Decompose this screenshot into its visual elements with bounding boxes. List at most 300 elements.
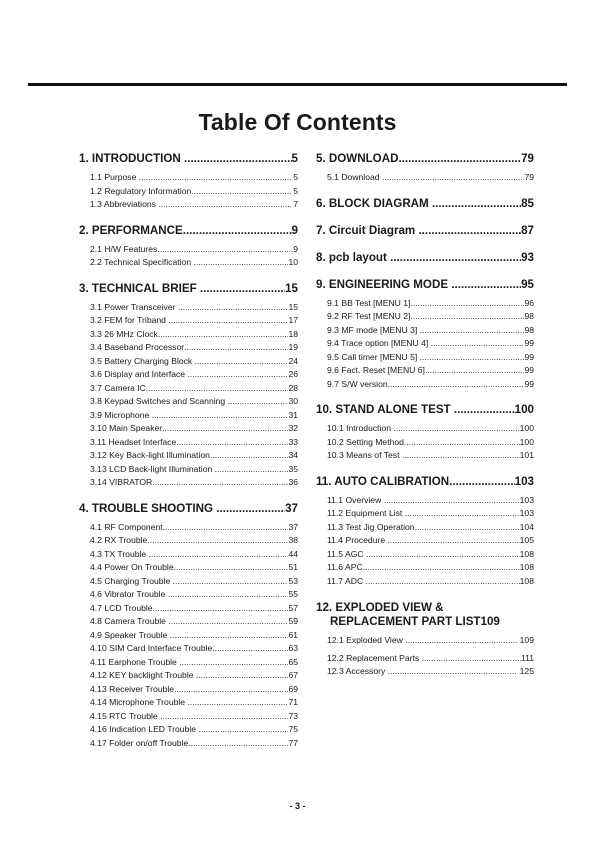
dot-leader xyxy=(195,355,289,369)
item-page: 75 xyxy=(288,724,298,734)
dot-leader xyxy=(215,463,289,477)
toc-item-list xyxy=(316,422,534,463)
dot-leader xyxy=(454,403,515,417)
toc-section xyxy=(316,601,534,679)
toc-section xyxy=(316,403,534,463)
dot-leader xyxy=(200,282,285,296)
section-page: 15 xyxy=(285,281,298,295)
item-label: 4.11 Earphone Trouble xyxy=(90,656,180,667)
dot-leader xyxy=(168,314,288,328)
dot-leader xyxy=(402,449,520,463)
item-page: 105 xyxy=(519,535,534,545)
item-label: 11.6 APC xyxy=(327,562,363,572)
dot-leader xyxy=(196,669,289,683)
item-label: 3.11 Headset Interface xyxy=(90,436,177,447)
toc-right-column xyxy=(316,152,534,679)
toc-item[interactable] xyxy=(79,737,298,751)
item-label: 9.6 Fact. Reset [MENU 6] xyxy=(327,365,425,375)
dot-leader xyxy=(212,642,288,656)
item-label: 3.1 Power Transceiver xyxy=(90,301,178,312)
toc-item[interactable] xyxy=(316,378,534,392)
item-label: 3.12 Key Back-light Illumination xyxy=(90,450,210,460)
dot-leader xyxy=(163,521,289,535)
dot-leader xyxy=(139,171,291,185)
item-page: 104 xyxy=(519,521,534,532)
item-page: 98 xyxy=(524,311,534,321)
dot-leader xyxy=(184,341,288,355)
toc-section-heading[interactable] xyxy=(79,224,298,238)
dot-leader xyxy=(363,561,520,575)
toc-item[interactable] xyxy=(316,422,534,436)
section-label: REPLACEMENT PART LIST xyxy=(330,615,481,628)
toc-section xyxy=(79,502,298,751)
section-label: 11. AUTO CALIBRATION xyxy=(316,474,450,488)
page-number: - 3 - xyxy=(289,801,306,811)
item-label: 11.7 ADC xyxy=(327,575,366,586)
toc-item[interactable] xyxy=(316,665,534,679)
item-label: 4.5 Charging Trouble xyxy=(90,575,173,586)
toc-item[interactable] xyxy=(79,696,298,710)
dot-leader xyxy=(174,683,288,697)
item-page: 53 xyxy=(288,575,298,586)
item-label: 1.3 Abbreviations xyxy=(90,199,159,209)
item-page: 67 xyxy=(288,670,298,680)
toc-item[interactable] xyxy=(316,310,534,324)
toc-item[interactable] xyxy=(316,634,534,648)
item-label: 10.1 Introduction xyxy=(327,423,394,433)
item-label: 11.2 Equipment List xyxy=(327,508,405,518)
toc-item[interactable] xyxy=(79,449,298,463)
item-label: 5.1 Download xyxy=(327,172,382,182)
section-page: 79 xyxy=(521,152,534,165)
toc-item[interactable] xyxy=(79,683,298,697)
toc-item[interactable] xyxy=(79,723,298,737)
section-label: 3. TECHNICAL BRIEF xyxy=(79,281,200,295)
section-page: 9 xyxy=(291,223,298,237)
item-label: 3.3 26 MHz Clock xyxy=(90,328,158,339)
item-label: 3.2 FEM for Triband xyxy=(90,315,169,325)
dot-leader xyxy=(398,152,521,166)
dot-leader xyxy=(168,588,289,602)
dot-leader xyxy=(168,615,288,629)
toc-item[interactable] xyxy=(79,521,298,535)
toc-item[interactable] xyxy=(79,669,298,683)
item-page: 37 xyxy=(288,521,298,532)
item-label: 1.1 Purpose xyxy=(90,172,139,182)
dot-leader xyxy=(158,328,289,342)
item-page: 99 xyxy=(524,351,534,362)
dot-leader xyxy=(194,256,289,270)
toc-item[interactable] xyxy=(79,463,298,477)
item-page: 55 xyxy=(288,589,298,599)
toc-item[interactable] xyxy=(79,341,298,355)
toc-section-heading[interactable] xyxy=(79,152,298,166)
toc-item[interactable] xyxy=(79,548,298,562)
toc-item[interactable] xyxy=(316,652,534,666)
item-label: 3.6 Display and Interface xyxy=(90,369,188,379)
item-page: 108 xyxy=(519,562,534,572)
dot-leader xyxy=(425,364,525,378)
toc-section-heading[interactable] xyxy=(316,278,534,292)
toc-item[interactable] xyxy=(79,710,298,724)
item-page: 77 xyxy=(288,737,298,748)
item-page: 31 xyxy=(288,409,298,420)
item-label: 9.5 Call timer [MENU 5] xyxy=(327,351,420,362)
toc-item[interactable] xyxy=(79,368,298,382)
dot-leader xyxy=(198,723,288,737)
section-title-line xyxy=(316,615,534,629)
item-label: 11.5 AGC xyxy=(327,548,367,559)
item-page: 10 xyxy=(288,257,298,267)
item-label: 3.9 Microphone xyxy=(90,409,152,420)
item-label: 4.17 Folder on/off Trouble xyxy=(90,737,189,748)
toc-section-heading[interactable] xyxy=(316,197,534,211)
toc-item[interactable] xyxy=(79,185,298,199)
section-label: 9. ENGINEERING MODE xyxy=(316,277,452,291)
item-label: 12.3 Accessory xyxy=(327,666,388,676)
dot-leader xyxy=(174,561,289,575)
toc-section-heading[interactable] xyxy=(316,475,534,489)
toc-item[interactable] xyxy=(79,588,298,602)
dot-leader xyxy=(451,278,521,292)
item-page: 7 xyxy=(290,199,298,209)
item-label: 1.2 Regulatory Information xyxy=(90,185,192,196)
toc-item[interactable] xyxy=(79,422,298,436)
item-page: 100 xyxy=(519,436,534,447)
item-label: 4.4 Power On Trouble xyxy=(90,562,174,572)
toc-section xyxy=(79,152,298,212)
dot-leader xyxy=(422,652,521,666)
toc-item[interactable] xyxy=(79,301,298,315)
toc-item[interactable] xyxy=(79,615,298,629)
toc-section-heading[interactable] xyxy=(316,224,534,238)
toc-item[interactable] xyxy=(79,395,298,409)
toc-left-column xyxy=(79,152,298,750)
dot-leader xyxy=(420,324,525,338)
item-label: 3.4 Baseband Processor xyxy=(90,342,185,352)
top-rule xyxy=(28,83,567,86)
dot-leader xyxy=(170,629,289,643)
item-page: 99 xyxy=(524,365,534,375)
dot-leader xyxy=(153,602,289,616)
section-label: 4. TROUBLE SHOOTING xyxy=(79,501,217,515)
page-title: Table Of Contents xyxy=(198,109,397,135)
toc-item[interactable] xyxy=(316,324,534,338)
item-label: 4.14 Microphone Trouble xyxy=(90,697,188,707)
toc-item[interactable] xyxy=(79,314,298,328)
item-page: 33 xyxy=(288,436,298,447)
item-page: 36 xyxy=(288,477,298,487)
section-title-line: 12. EXPLODED VIEW & xyxy=(316,601,444,614)
section-page: 5 xyxy=(291,152,298,165)
item-page: 73 xyxy=(288,710,298,721)
toc-item[interactable] xyxy=(316,171,534,185)
dot-leader xyxy=(366,548,520,562)
dot-leader xyxy=(187,368,288,382)
dot-leader xyxy=(152,409,289,423)
dot-leader xyxy=(432,197,521,211)
item-page: 98 xyxy=(524,324,534,335)
item-label: 4.2 RX Trouble xyxy=(90,535,148,545)
item-page: 103 xyxy=(519,494,534,505)
dot-leader xyxy=(384,494,520,508)
toc-item[interactable] xyxy=(79,198,298,212)
dot-leader xyxy=(228,395,289,409)
toc-item-list xyxy=(79,243,298,270)
dot-leader xyxy=(404,436,520,450)
toc-section-heading[interactable] xyxy=(79,282,298,296)
item-label: 3.5 Battery Charging Block xyxy=(90,355,195,366)
item-label: 3.8 Keypad Switches and Scanning xyxy=(90,396,228,406)
dot-leader xyxy=(405,634,517,648)
item-page: 32 xyxy=(288,423,298,433)
section-page: 109 xyxy=(480,615,500,628)
item-page: 30 xyxy=(288,396,298,406)
section-page: 37 xyxy=(285,501,298,515)
toc-item-list xyxy=(79,301,298,490)
item-page: 9 xyxy=(293,243,298,254)
toc-item[interactable] xyxy=(316,521,534,535)
dot-leader xyxy=(366,575,520,589)
section-label: 8. pcb layout xyxy=(316,250,391,264)
dot-leader xyxy=(382,171,524,185)
item-label: 11.1 Overview xyxy=(327,494,384,505)
item-page: 111 xyxy=(520,652,534,663)
toc-item[interactable] xyxy=(79,409,298,423)
item-page: 99 xyxy=(524,378,534,389)
dot-leader xyxy=(183,224,292,238)
item-label: 4.13 Receiver Trouble xyxy=(90,683,175,694)
item-page: 51 xyxy=(288,562,298,572)
item-label: 4.8 Camera Trouble xyxy=(90,616,169,626)
section-label: 10. STAND ALONE TEST xyxy=(316,403,454,416)
toc-section xyxy=(316,152,534,185)
item-page: 108 xyxy=(519,548,534,559)
dot-leader xyxy=(162,422,288,436)
toc-item[interactable] xyxy=(316,575,534,589)
item-page: 69 xyxy=(288,683,298,694)
toc-section xyxy=(79,282,298,490)
item-page: 34 xyxy=(288,450,298,460)
toc-section xyxy=(316,278,534,392)
dot-leader xyxy=(179,656,288,670)
item-label: 10.2 Setting Method xyxy=(327,436,404,447)
item-label: 9.7 S/W version xyxy=(327,378,388,389)
item-label: 9.1 BB Test [MENU 1] xyxy=(327,297,411,308)
dot-leader xyxy=(390,251,521,265)
toc-item[interactable] xyxy=(79,243,298,257)
toc-item-list xyxy=(316,634,534,679)
toc-item-list xyxy=(316,297,534,392)
item-page: 24 xyxy=(288,355,298,366)
dot-leader xyxy=(157,243,293,257)
section-page: 93 xyxy=(521,250,534,264)
toc-item-list xyxy=(79,171,298,212)
dot-leader xyxy=(388,665,518,679)
toc-item[interactable] xyxy=(79,534,298,548)
item-page: 5 xyxy=(290,172,298,182)
dot-leader xyxy=(176,436,288,450)
toc-item[interactable] xyxy=(79,561,298,575)
dot-leader xyxy=(388,378,525,392)
toc-item[interactable] xyxy=(316,297,534,311)
toc-item-list xyxy=(316,494,534,589)
dot-leader xyxy=(415,521,520,535)
item-label: 4.15 RTC Trouble xyxy=(90,710,161,721)
item-label: 4.10 SIM Card Interface Trouble xyxy=(90,643,213,653)
dot-leader xyxy=(420,351,525,365)
item-page: 79 xyxy=(524,172,534,182)
item-page: 100 xyxy=(519,423,534,433)
dot-leader xyxy=(184,152,292,166)
toc-item[interactable] xyxy=(79,575,298,589)
dot-leader xyxy=(388,534,520,548)
dot-leader xyxy=(160,710,288,724)
toc-item[interactable] xyxy=(316,436,534,450)
section-page: 100 xyxy=(514,403,534,416)
toc-section-heading[interactable] xyxy=(79,502,298,516)
section-page: 103 xyxy=(514,474,534,488)
toc-item[interactable] xyxy=(79,629,298,643)
toc-item[interactable] xyxy=(316,561,534,575)
item-page: 35 xyxy=(288,463,298,474)
toc-item[interactable] xyxy=(316,534,534,548)
item-label: 12.2 Replacement Parts xyxy=(327,652,422,663)
item-label: 4.7 LCD Trouble xyxy=(90,602,153,613)
item-label: 10.3 Means of Test xyxy=(327,450,402,460)
dot-leader xyxy=(410,297,524,311)
toc-section xyxy=(316,197,534,211)
section-label: 1. INTRODUCTION xyxy=(79,152,184,165)
item-page: 18 xyxy=(288,328,298,339)
item-page: 15 xyxy=(288,301,298,312)
dot-leader xyxy=(147,534,288,548)
item-page: 17 xyxy=(288,315,298,325)
item-page: 61 xyxy=(288,629,298,640)
item-page: 19 xyxy=(288,342,298,352)
toc-item[interactable] xyxy=(79,171,298,185)
dot-leader xyxy=(191,185,291,199)
dot-leader xyxy=(449,475,515,489)
item-page: 63 xyxy=(288,643,298,653)
item-label: 4.3 TX Trouble xyxy=(90,548,149,559)
dot-leader xyxy=(188,737,288,751)
item-page: 108 xyxy=(519,575,534,586)
toc-item[interactable] xyxy=(316,507,534,521)
dot-leader xyxy=(158,198,291,212)
dot-leader xyxy=(216,502,285,516)
toc-item[interactable] xyxy=(79,328,298,342)
item-label: 3.7 Camera IC xyxy=(90,382,146,393)
item-label: 2.2 Technical Specification xyxy=(90,257,194,267)
section-page: 85 xyxy=(521,196,534,210)
toc-section xyxy=(79,224,298,270)
toc-item[interactable] xyxy=(316,351,534,365)
dot-leader xyxy=(431,337,525,351)
toc-section xyxy=(316,251,534,265)
toc-item[interactable] xyxy=(79,382,298,396)
toc-item[interactable] xyxy=(79,355,298,369)
item-page: 96 xyxy=(524,297,534,308)
toc-section-heading[interactable] xyxy=(316,152,534,166)
dot-leader xyxy=(187,696,288,710)
section-label: 2. PERFORMANCE xyxy=(79,223,183,237)
toc-item[interactable] xyxy=(79,436,298,450)
item-page: 125 xyxy=(517,666,534,676)
item-page: 103 xyxy=(519,508,534,518)
item-page: 101 xyxy=(519,450,534,460)
toc-item[interactable] xyxy=(79,476,298,490)
item-label: 4.12 KEY backlight Trouble xyxy=(90,670,196,680)
item-label: 9.2 RF Test [MENU 2] xyxy=(327,311,411,321)
item-label: 3.10 Main Speaker xyxy=(90,423,163,433)
item-label: 11.4 Procedure xyxy=(327,535,388,545)
toc-item-list xyxy=(316,171,534,185)
item-page: 65 xyxy=(288,656,298,667)
dot-leader xyxy=(418,224,521,238)
item-page: 99 xyxy=(524,338,534,348)
toc-section xyxy=(316,475,534,589)
item-label: 3.13 LCD Back-light Illumination xyxy=(90,463,215,474)
item-label: 4.1 RF Component xyxy=(90,521,163,532)
item-label: 4.16 Indication LED Trouble xyxy=(90,724,199,734)
section-page: 87 xyxy=(521,223,534,237)
toc-item[interactable] xyxy=(79,642,298,656)
toc-item-list xyxy=(79,521,298,751)
toc-section xyxy=(316,224,534,238)
section-label: 5. DOWNLOAD xyxy=(316,152,399,165)
dot-leader xyxy=(146,382,289,396)
toc-item[interactable] xyxy=(316,337,534,351)
section-label: 7. Circuit Diagram xyxy=(316,223,419,237)
dot-leader xyxy=(393,422,519,436)
item-page: 59 xyxy=(288,616,298,626)
toc-item[interactable] xyxy=(316,494,534,508)
item-page: 71 xyxy=(288,697,298,707)
dot-leader xyxy=(178,301,289,315)
item-label: 9.4 Trace option [MENU 4] xyxy=(327,338,431,348)
item-label: 4.9 Speaker Trouble xyxy=(90,629,170,640)
toc-section-heading[interactable] xyxy=(316,403,534,417)
toc-item[interactable] xyxy=(79,602,298,616)
item-page: 38 xyxy=(288,535,298,545)
item-page: 5 xyxy=(290,185,298,196)
dot-leader xyxy=(410,310,524,324)
dot-leader xyxy=(173,575,289,589)
section-label: 6. BLOCK DIAGRAM xyxy=(316,196,432,210)
toc-item[interactable] xyxy=(79,256,298,270)
dot-leader xyxy=(152,476,288,490)
toc-item[interactable] xyxy=(316,364,534,378)
toc-item[interactable] xyxy=(316,548,534,562)
item-page: 28 xyxy=(288,382,298,393)
item-label: 2.1 H/W Features xyxy=(90,243,158,254)
dot-leader xyxy=(149,548,289,562)
item-page: 57 xyxy=(288,602,298,613)
section-page: 95 xyxy=(521,277,534,291)
item-label: 4.6 Vibrator Trouble xyxy=(90,589,168,599)
dot-leader xyxy=(210,449,289,463)
item-label: 11.3 Test Jig Operation xyxy=(327,521,415,532)
toc-item[interactable] xyxy=(316,449,534,463)
item-page: 44 xyxy=(288,548,298,559)
item-label: 3.14 VIBRATOR xyxy=(90,477,153,487)
toc-section-heading[interactable] xyxy=(316,251,534,265)
toc-item[interactable] xyxy=(79,656,298,670)
dot-leader xyxy=(405,507,520,521)
toc-section-heading[interactable] xyxy=(316,601,534,629)
item-page: 109 xyxy=(517,635,534,645)
